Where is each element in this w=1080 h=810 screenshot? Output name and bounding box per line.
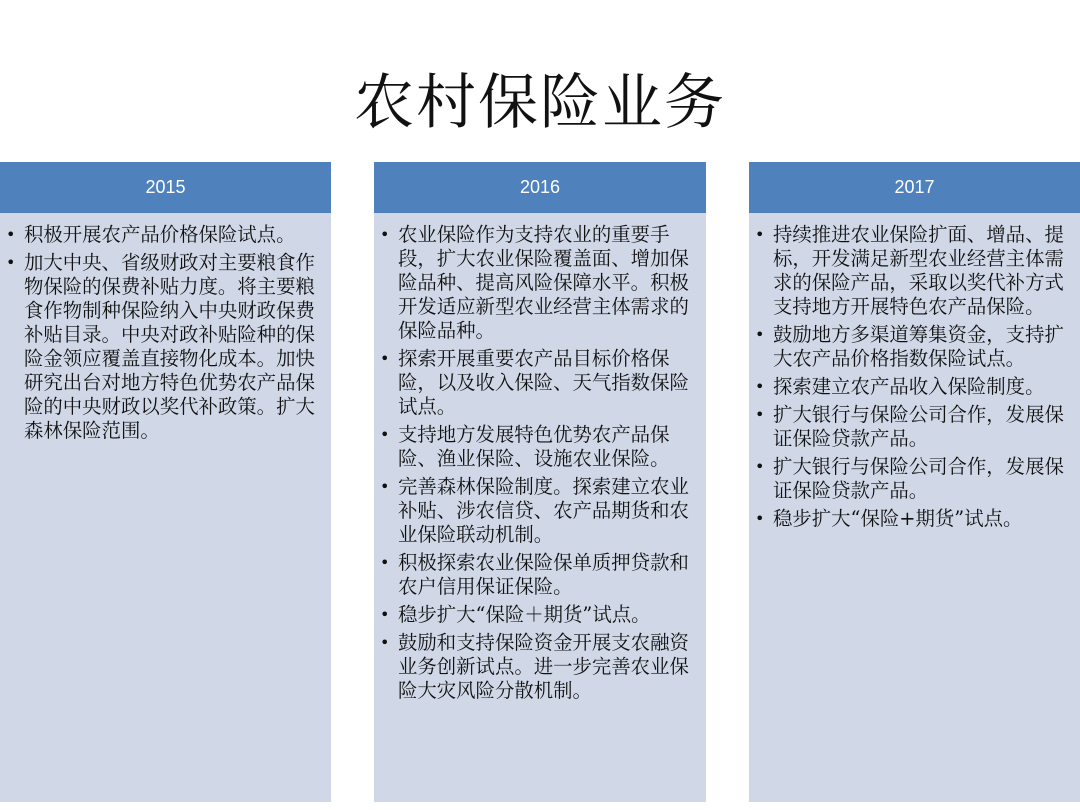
bullet-icon: • bbox=[755, 405, 765, 424]
bullet-icon: • bbox=[755, 377, 765, 396]
list-item-text: 积极探索农业保险保单质押贷款和农户信用保证保险。 bbox=[398, 551, 689, 598]
list-item-text: 持续推进农业保险扩面、增品、提标，开发满足新型农业经营主体需求的保险产品，采取以奖代补方式支持地方开展特色农产品保险。 bbox=[773, 223, 1064, 318]
list-item bbox=[755, 507, 1080, 531]
bullet-icon: • bbox=[380, 425, 390, 444]
bullet-icon: • bbox=[6, 225, 16, 244]
item-list bbox=[749, 223, 1080, 531]
bullet-icon: • bbox=[380, 553, 390, 572]
list-item-text: 支持地方发展特色优势农产品保险、渔业保险、设施农业保险。 bbox=[398, 423, 670, 470]
column-body bbox=[374, 213, 706, 802]
slide-title: 农村保险业务 bbox=[354, 68, 726, 138]
bullet-icon: • bbox=[380, 225, 390, 244]
bullet-icon: • bbox=[755, 225, 765, 244]
list-item-text: 积极开展农产品价格保险试点。 bbox=[24, 223, 296, 246]
column-body bbox=[0, 213, 331, 802]
item-list bbox=[0, 223, 331, 443]
bullet-icon: • bbox=[6, 253, 16, 272]
list-item-text: 稳步扩大“保险+期货”试点。 bbox=[773, 507, 1023, 530]
list-item bbox=[755, 455, 1080, 503]
bullet-icon: • bbox=[380, 605, 390, 624]
list-item bbox=[6, 251, 331, 443]
column-2017 bbox=[749, 162, 1080, 802]
bullet-icon: • bbox=[380, 349, 390, 368]
list-item bbox=[755, 403, 1080, 451]
list-item bbox=[380, 631, 706, 703]
list-item bbox=[380, 423, 706, 471]
list-item bbox=[380, 475, 706, 547]
list-item bbox=[755, 375, 1080, 399]
column-header: 2016 bbox=[374, 162, 706, 213]
item-list bbox=[374, 223, 706, 703]
column-header: 2017 bbox=[749, 162, 1080, 213]
list-item bbox=[6, 223, 331, 247]
bullet-icon: • bbox=[380, 477, 390, 496]
list-item-text: 探索建立农产品收入保险制度。 bbox=[773, 375, 1045, 398]
list-item-text: 稳步扩大“保险＋期货”试点。 bbox=[398, 603, 651, 626]
list-item bbox=[755, 323, 1080, 371]
list-item-text: 完善森林保险制度。探索建立农业补贴、涉农信贷、农产品期货和农业保险联动机制。 bbox=[398, 475, 689, 546]
list-item bbox=[755, 223, 1080, 319]
list-item-text: 加大中央、省级财政对主要粮食作物保险的保费补贴力度。将主要粮食作物制种保险纳入中央财政保费补贴目录。中央对政补贴险种的保险金领应覆盖直接物化成本。加快研究出台对地方特色优势农产品保险的中央财政以奖代补政策。扩大森林保险范围。 bbox=[24, 251, 315, 442]
bullet-icon: • bbox=[755, 457, 765, 476]
bullet-icon: • bbox=[755, 325, 765, 344]
list-item-text: 扩大银行与保险公司合作，发展保证保险贷款产品。 bbox=[773, 403, 1064, 450]
list-item bbox=[380, 347, 706, 419]
list-item bbox=[380, 223, 706, 343]
list-item-text: 扩大银行与保险公司合作，发展保证保险贷款产品。 bbox=[773, 455, 1064, 502]
list-item-text: 探索开展重要农产品目标价格保险，以及收入保险、天气指数保险试点。 bbox=[398, 347, 689, 418]
column-body bbox=[749, 213, 1080, 802]
list-item-text: 农业保险作为支持农业的重要手段，扩大农业保险覆盖面、增加保险品种、提高风险保障水平。积极开发适应新型农业经营主体需求的保险品种。 bbox=[398, 223, 689, 342]
bullet-icon: • bbox=[755, 509, 765, 528]
list-item bbox=[380, 603, 706, 627]
bullet-icon: • bbox=[380, 633, 390, 652]
column-2016 bbox=[374, 162, 706, 802]
list-item bbox=[380, 551, 706, 599]
list-item-text: 鼓励地方多渠道筹集资金，支持扩大农产品价格指数保险试点。 bbox=[773, 323, 1064, 370]
list-item-text: 鼓励和支持保险资金开展支农融资业务创新试点。进一步完善农业保险大灾风险分散机制。 bbox=[398, 631, 689, 702]
column-header: 2015 bbox=[0, 162, 331, 213]
column-2015 bbox=[0, 162, 331, 802]
